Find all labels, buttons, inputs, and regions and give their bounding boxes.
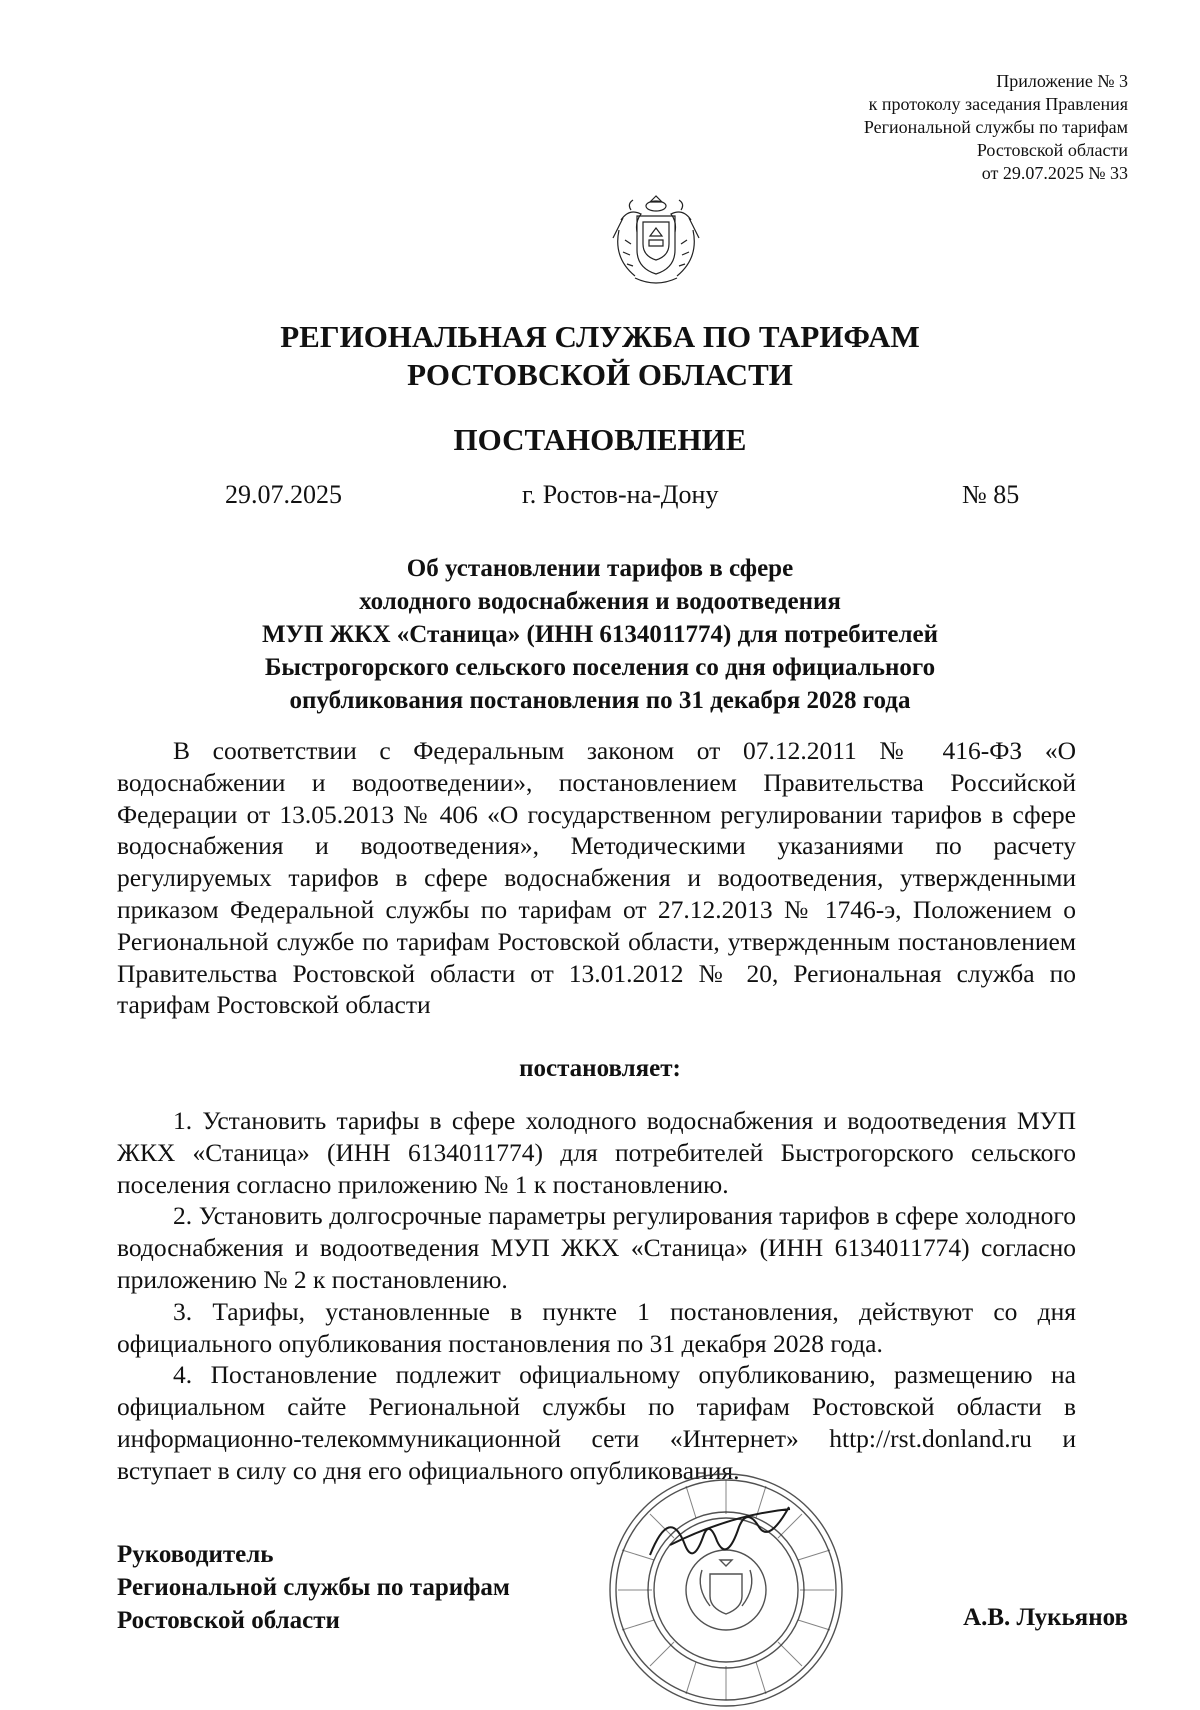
appendix-line: Приложение № 3 [996,71,1128,91]
appendix-line: к протоколу заседания Правления [868,94,1128,114]
subject-line: опубликования постановления по 31 декабря 2028 года [289,687,911,714]
appendix-line: от 29.07.2025 № 33 [981,163,1128,183]
official-seal-icon [606,1470,846,1710]
subject-line: МУП ЖКХ «Станица» (ИНН 6134011774) для потребителей [261,621,939,648]
document-type: ПОСТАНОВЛЕНИЕ [453,422,747,457]
signatory-position-line: Региональной службы по тарифам [117,1574,510,1601]
organization-title-line: РОСТОВСКОЙ ОБЛАСТИ [407,357,793,392]
appendix-line: Региональной службы по тарифам [863,117,1128,137]
signatory-position [117,1538,510,1637]
decree-items [117,1105,1076,1487]
decree-item: 1. Установить тарифы в сфере холодного водоснабжения и водоотведения МУП ЖКХ «Станица» (ИНН 6134011774) для потребителей Быстрогорского сельского поселения согласно приложению № 1 к постановлению. [117,1106,1076,1199]
coat-of-arms-icon [601,190,711,290]
appendix-line: Ростовской области [976,140,1128,160]
document-city: г. Ростов-на-Дону [522,480,719,509]
signatory-position-line: Руководитель [117,1541,274,1568]
document-meta-row [0,480,1200,514]
organization-title [0,318,1200,394]
decree-item: 3. Тарифы, установленные в пункте 1 постановления, действуют со дня официального опубликования постановления по 31 декабря 2028 года. [117,1296,1076,1358]
organization-title-line: РЕГИОНАЛЬНАЯ СЛУЖБА ПО ТАРИФАМ [280,319,920,354]
decree-item: 4. Постановление подлежит официальному опубликованию, размещению на официальном сайте Региональной службы по тарифам Ростовской области в информационно-телекоммуникационной сети «Интернет» http://rst.donland.ru и вступает в силу со дня его официального опубликования. [117,1360,1076,1485]
signatory-name: А.В. Лукьянов [963,1604,1128,1631]
subject-line: Об установлении тарифов в сфере [406,555,794,582]
decree-item: 2. Установить долгосрочные параметры регулирования тарифов в сфере холодного водоснабжения и водоотведения МУП ЖКХ «Станица» (ИНН 6134011774) согласно приложению № 2 к постановлению. [117,1201,1076,1294]
document-date: 29.07.2025 [225,480,342,509]
handwritten-signature [640,1495,800,1575]
signatory-position-line: Ростовской области [117,1607,340,1634]
preamble-paragraph: В соответствии с Федеральным законом от 07.12.2011 № 416-ФЗ «О водоснабжении и водоотведении», постановлением Правительства Российской Федерации от 13.05.2013 № 406 «О государственном регулировании тарифов в сфере водоснабжения и водоотведения», Методическими указаниями по расчету регулируемых тарифов в сфере водоснабжения и водоотведения, утвержденными приказом Федеральной службы по тарифам от 27.12.2013 № 1746-э, Положением о Региональной службе по тарифам Ростовской области, утвержденным постановлением Правительства Ростовской области от 13.01.2012 № 20, Региональная служба по тарифам Ростовской области [117,736,1076,1020]
appendix-note [864,70,1128,185]
subject-line: холодного водоснабжения и водоотведения [359,588,841,615]
subject-line: Быстрогорского сельского поселения со дня официального [264,654,936,681]
decree-word: постановляет: [519,1055,681,1082]
document-number: № 85 [962,480,1020,509]
document-subject [120,552,1080,717]
